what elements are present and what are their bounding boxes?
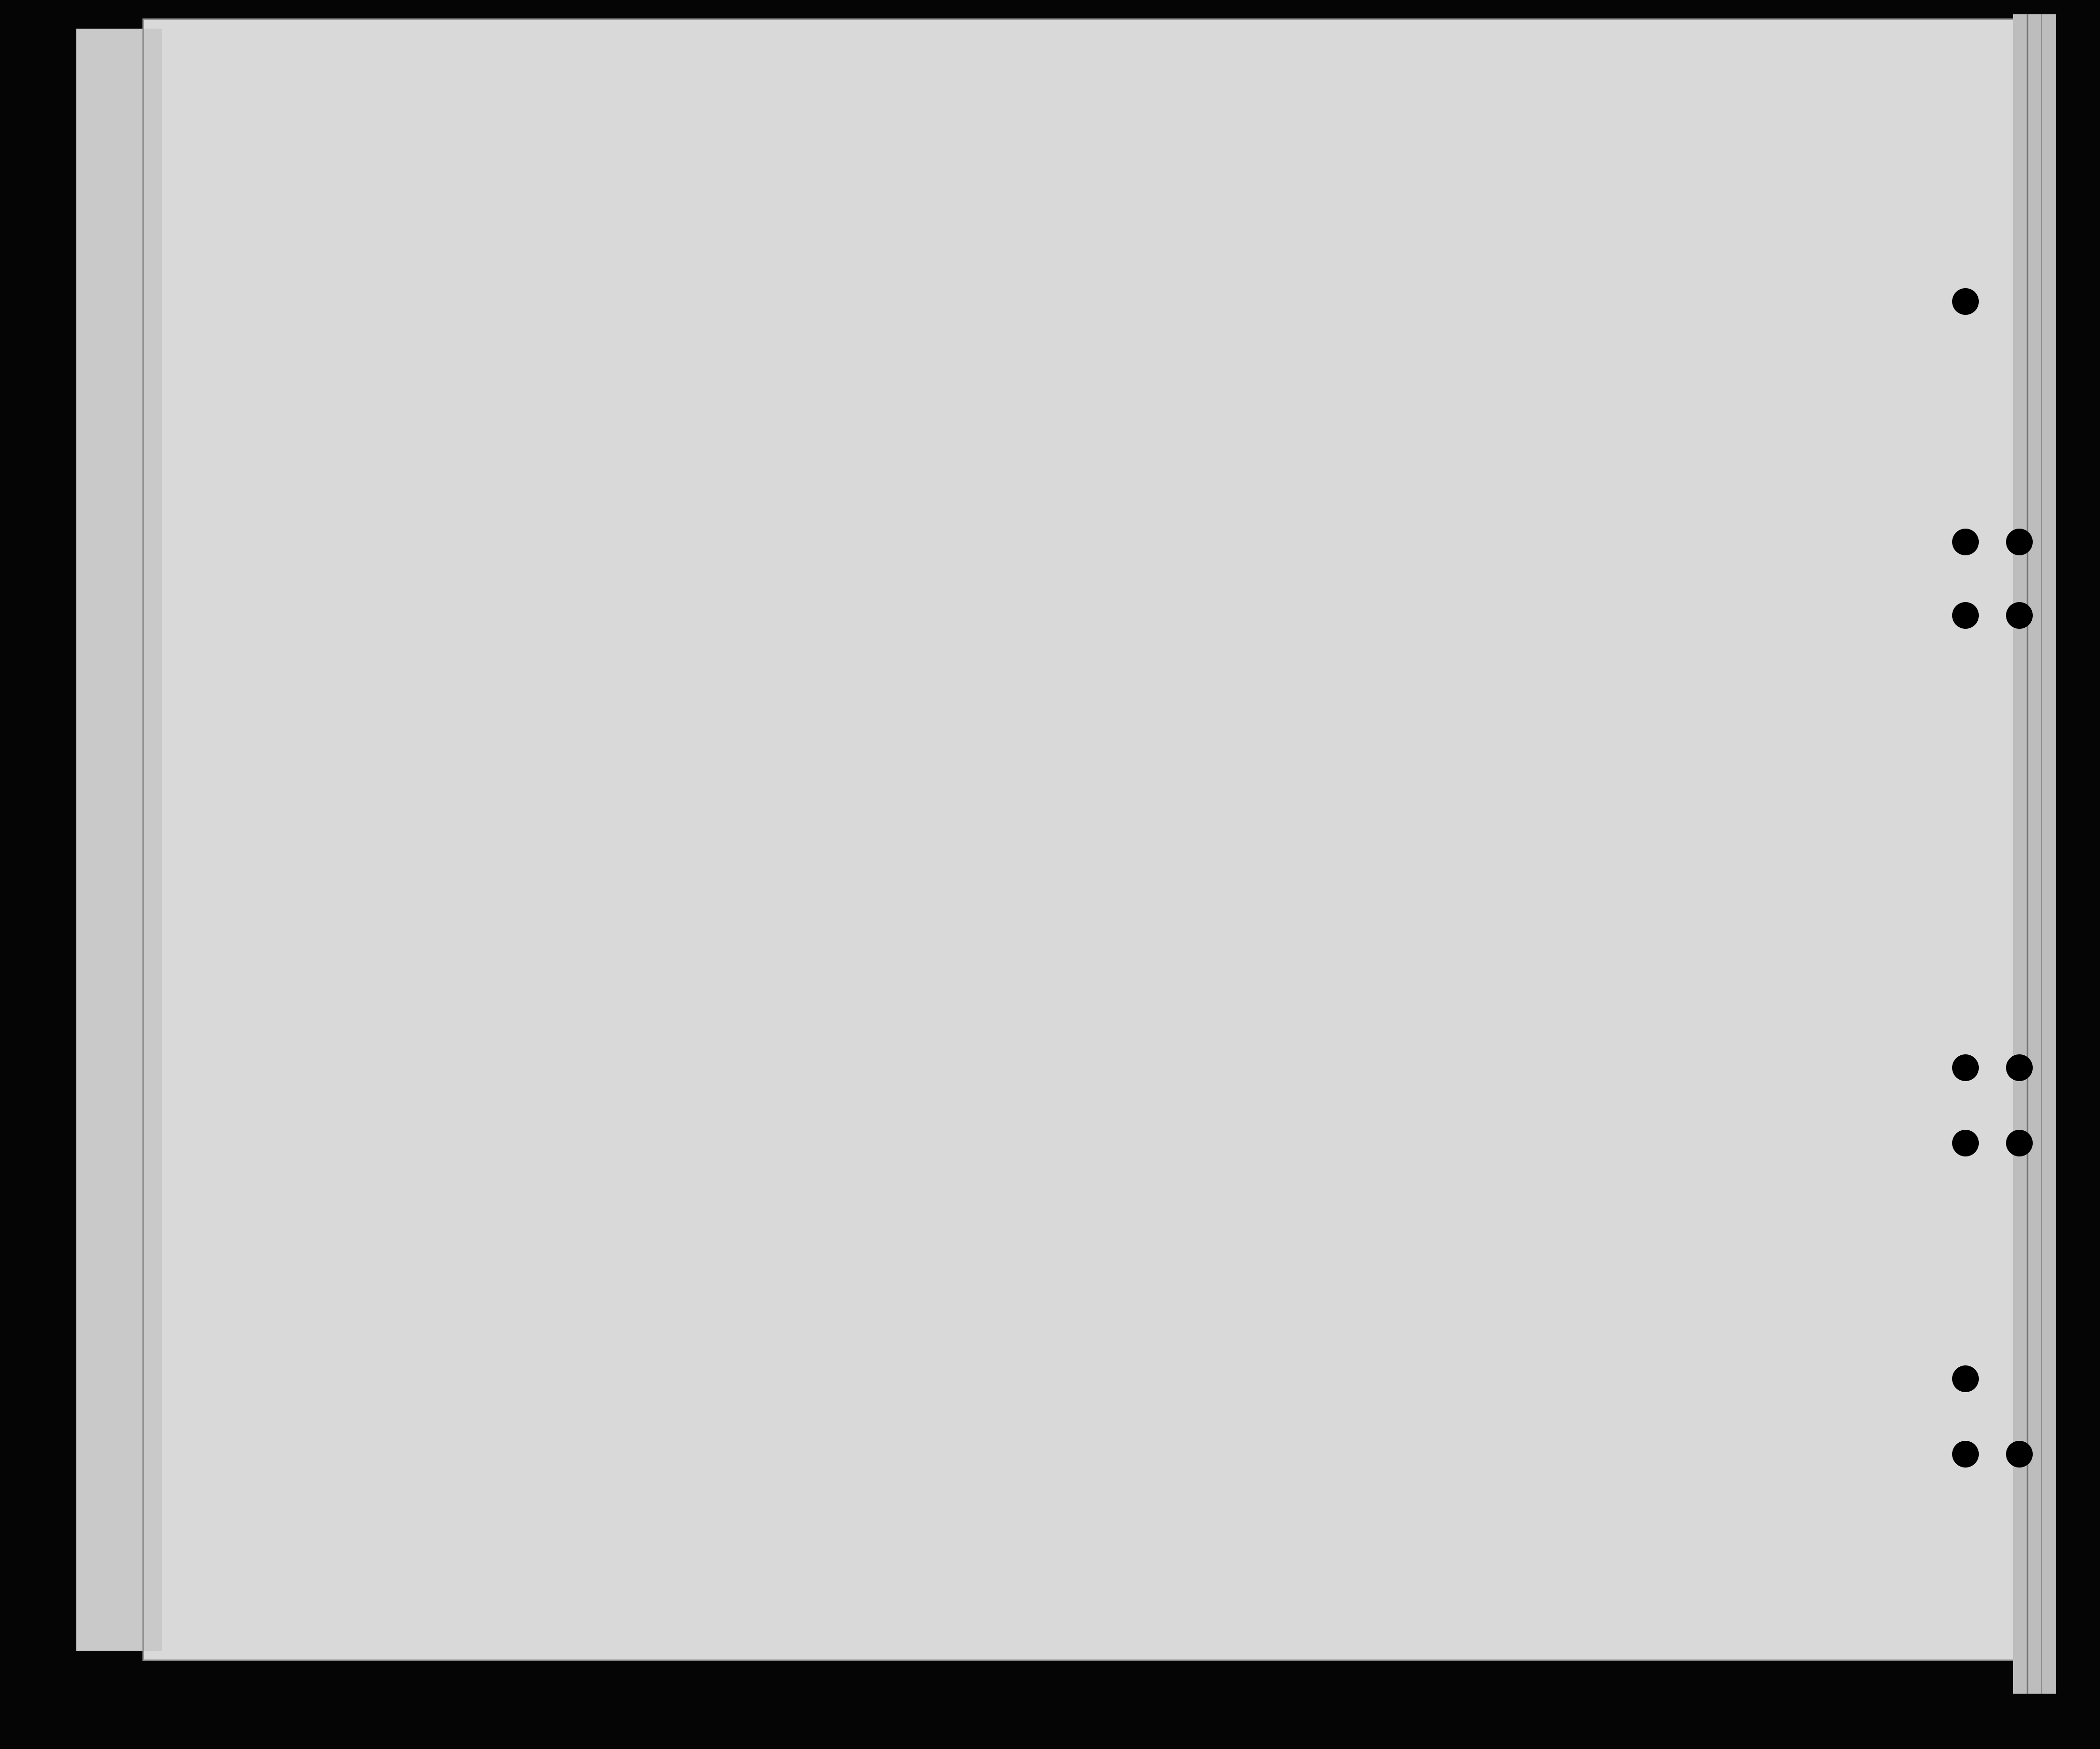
binder-hole [2006, 529, 2033, 555]
binder-hole [2006, 1441, 2033, 1468]
binder-hole [2006, 1130, 2033, 1156]
binder-hole [2006, 1054, 2033, 1081]
binder-hole [1952, 529, 1979, 555]
binder-hole [2006, 602, 2033, 629]
binder-hole [1952, 1365, 1979, 1392]
binder-hole [1952, 1441, 1979, 1468]
binder-hole [1952, 1054, 1979, 1081]
binder-hole [1952, 602, 1979, 629]
binder-hole [1952, 1130, 1979, 1156]
binder-hole [1952, 288, 1979, 315]
